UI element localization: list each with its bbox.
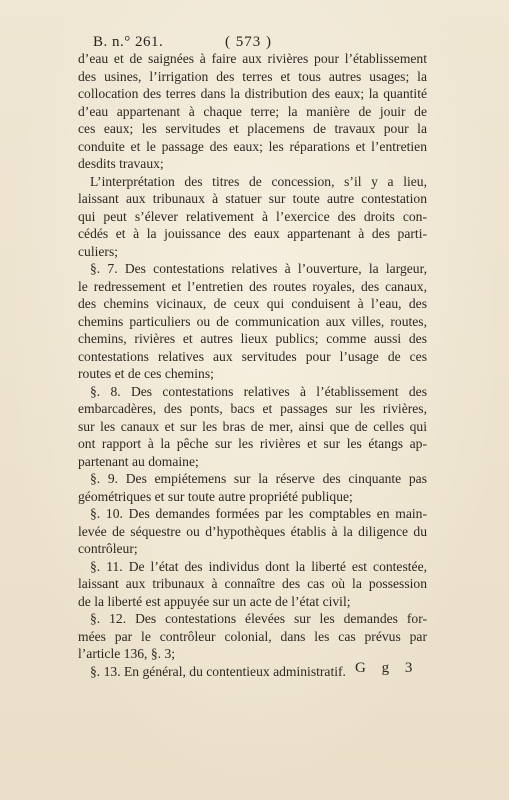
text-line: culiers; [78, 243, 119, 259]
text-line: sur les canaux et sur les bras de mer, ainsi que de celles qui [78, 418, 427, 434]
text-line: ont rapport à la pêche sur les rivières et sur les étangs ap- [78, 436, 427, 451]
text-line: mées par le contrôleur colonial, dans les cas prévus par [78, 628, 427, 644]
text-line: cédés et à la jouissance des eaux appartenant à des parti- [78, 226, 427, 241]
text-line: partenant au domaine; [78, 453, 199, 469]
text-line: chemins, rivières et autres lieux publics; comme aussi des [78, 331, 427, 346]
text-line: levée de séquestre ou d’hypothèques établis à la diligence du [78, 523, 427, 539]
text-line: des chemins vicinaux, de ceux qui conduisent à l’eau, des [78, 296, 427, 311]
text-line: géométriques et sur toute autre propriété publique; [78, 488, 353, 504]
text-line: collocation des terres dans la distribution des eaux; la quantité [78, 86, 427, 101]
text-line: §. 8. Des contestations relatives à l’établissement des [90, 383, 427, 399]
text-line: §. 10. Des demandes formées par les comptables en main- [90, 506, 427, 521]
text-line: L’interprétation des titres de concession, s’il y a lieu, [90, 173, 427, 189]
text-line: le redressement et l’entretien des routes royales, des canaux, [78, 278, 427, 294]
text-line: laissant aux tribunaux à statuer sur toute autre contestation [78, 191, 427, 206]
text-line: §. 13. En général, du contentieux administratif. [90, 663, 346, 679]
body-text [78, 50, 427, 680]
text-line: d’eau et de saignées à faire aux rivières pour l’établissement [78, 51, 427, 66]
page-number: ( 573 ) [225, 34, 272, 50]
text-line: routes et de ces chemins; [78, 366, 214, 381]
text-line: desdits travaux; [78, 156, 164, 171]
text-line: embarcadères, des ponts, bacs et passages sur les rivières, [78, 401, 427, 416]
text-line: laissant aux tribunaux à connaître des cas où la possession [78, 576, 427, 591]
text-line: §. 11. De l’état des individus dont la liberté est contestée, [90, 558, 427, 574]
text-line: conduite et le passage des eaux; les réparations et l’entretien [78, 138, 427, 154]
text-line: de la liberté est appuyée sur un acte de l’état civil; [78, 593, 351, 609]
text-line: qui peut s’élever relativement à l’exercice des droits con- [78, 208, 427, 224]
signature-mark: G g 3 [355, 660, 419, 676]
text-line: des usines, l’irrigation des terres et tous autres usages; la [78, 68, 427, 84]
text-line: l’article 136, §. 3; [78, 646, 176, 661]
text-line: chemins particuliers ou de communication aux villes, routes, [78, 313, 427, 329]
bulletin-number: B. n.° 261. [93, 34, 164, 50]
text-line: §. 12. Des contestations élevées sur les demandes for- [90, 611, 427, 626]
text-line: §. 9. Des empiétemens sur la réserve des cinquante pas [90, 471, 427, 486]
text-line: §. 7. Des contestations relatives à l’ouverture, la largeur, [90, 261, 427, 276]
text-line: contrôleur; [78, 541, 138, 556]
text-line: ces eaux; les servitudes et placemens de travaux pour la [78, 121, 427, 136]
text-line: d’eau appartenant à chaque terre; la manière de jouir de [78, 103, 427, 119]
text-line: contestations relatives aux servitudes pour l’usage de ces [78, 348, 427, 364]
